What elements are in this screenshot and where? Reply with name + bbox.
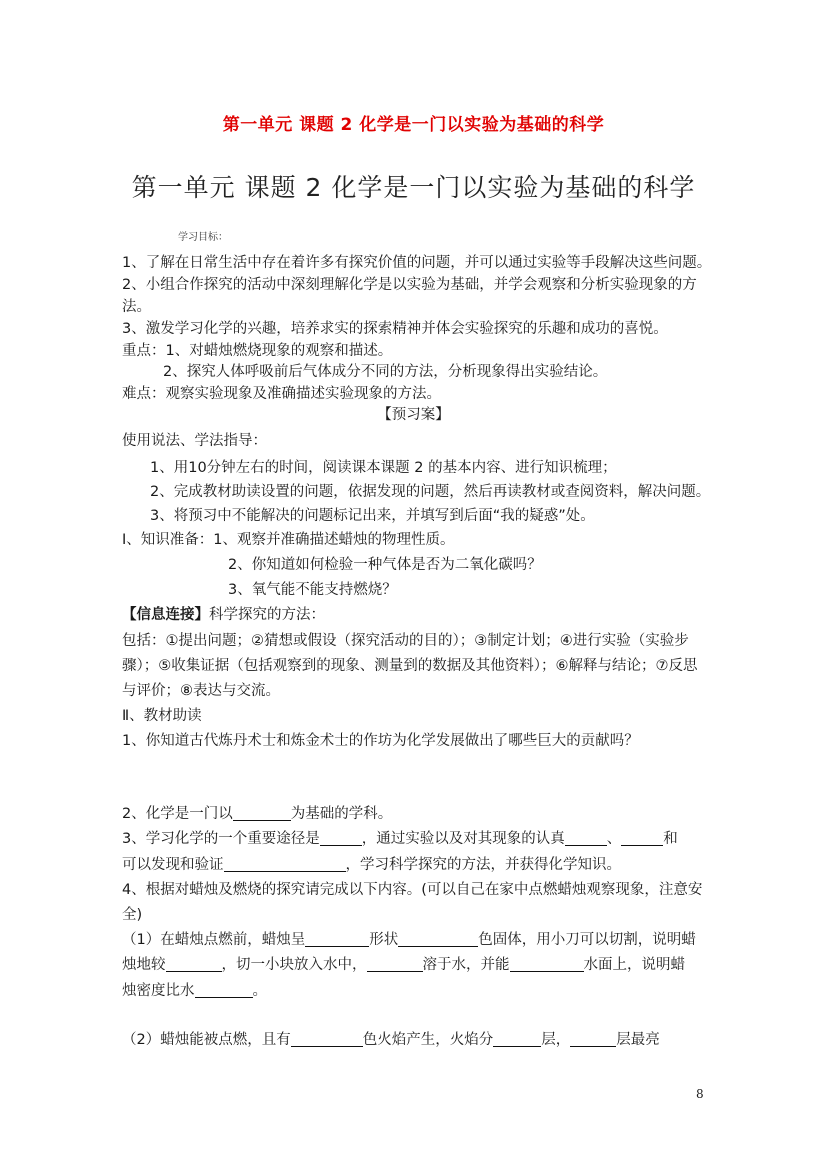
q41-text-h: 烛密度比水 (122, 983, 195, 999)
q41-blank-3[interactable] (166, 955, 222, 972)
key-point-1: 重点：1、对蜡烛燃烧现象的观察和描述。 (122, 343, 393, 359)
q3-text-a: 3、学习化学的一个重要途径是 (122, 831, 320, 847)
q3-blank-4[interactable] (224, 855, 346, 872)
question-4-1 (122, 930, 696, 950)
image-title: 第一单元 课题 2 化学是一门以实验为基础的科学 (131, 173, 696, 202)
preview-heading: 【预习案】 (377, 407, 450, 423)
red-title: 第一单元 课题 2 化学是一门以实验为基础的科学 (222, 115, 605, 135)
q3-text-c: 、 (606, 831, 622, 847)
q42-text-a: （2）蜡烛能被点燃，且有 (122, 1032, 291, 1048)
goal-3: 3、激发学习化学的兴趣，培养求实的探索精神并体会实验探究的乐趣和成功的喜悦。 (122, 321, 668, 337)
q3-blank-3[interactable] (621, 829, 663, 846)
methods-line-3: 与评价；⑧表达与交流。 (122, 683, 280, 699)
q41-text-a: （1）在蜡烛点燃前，蜡烛呈 (122, 932, 306, 948)
usage-item-2: 2、完成教材助读设置的问题，依据发现的问题，然后再读教材或查阅资料，解决问题。 (150, 484, 711, 500)
question-4: 4、根据对蜡烛及燃烧的探究请完成以下内容。(可以自己在家中点燃蜡烛观察现象，注意安 (122, 882, 703, 898)
q42-text-b: 色火焰产生，火焰分 (362, 1032, 494, 1048)
difficulty: 难点：观察实验现象及准确描述实验现象的方法。 (122, 386, 441, 402)
question-3-cont (122, 855, 621, 875)
q2-text-b: 为基础的学科。 (290, 806, 393, 822)
info-link-text: 科学探究的方法： (209, 607, 325, 623)
key-point-2: 2、探究人体呼吸前后气体成分不同的方法，分析现象得出实验结论。 (163, 364, 608, 380)
goal-1: 1、了解在日常生活中存在着许多有探究价值的问题，并可以通过实验等手段解决这些问题。 (122, 255, 712, 271)
question-3 (122, 829, 678, 849)
info-link-tag: 【信息连接】 (122, 607, 209, 623)
goal-2: 2、小组合作探究的活动中深刻理解化学是以实验为基础，并学会观察和分析实验现象的方 (122, 277, 697, 293)
q41-text-f: 溶于水，并能 (422, 957, 510, 973)
q41-text-i: 。 (252, 983, 267, 999)
q41-text-b: 形状 (369, 932, 399, 948)
q41-blank-1[interactable] (305, 930, 369, 947)
methods-line-2: 骤）；⑤收集证据（包括观察到的现象、测量到的数据及其他资料）；⑥解释与结论；⑦反思 (122, 658, 698, 674)
knowledge-prep: Ⅰ、知识准备：1、观察并准确描述蜡烛的物理性质。 (122, 532, 455, 548)
knowledge-prep-2: 2、你知道如何检验一种气体是否为二氧化碳吗？ (228, 557, 542, 573)
question-4-2 (122, 1030, 660, 1050)
question-4-1-line-2 (122, 955, 685, 975)
q3-text-d: 和 (663, 831, 678, 847)
usage-item-1: 1、用10分钟左右的时间，阅读课本课题 2 的基本内容、进行知识梳理； (150, 460, 617, 476)
q2-blank[interactable] (233, 804, 291, 821)
goal-2-cont: 法。 (122, 299, 151, 315)
q42-blank-2[interactable] (493, 1030, 541, 1047)
q42-blank-3[interactable] (570, 1030, 616, 1047)
q41-blank-2[interactable] (398, 930, 478, 947)
q41-text-c: 色固体，用小刀可以切割，说明蜡 (478, 932, 696, 948)
page-number: 8 (696, 1087, 704, 1101)
q41-blank-6[interactable] (195, 981, 253, 998)
q41-blank-5[interactable] (510, 955, 584, 972)
methods-line-1: 包括：①提出问题；②猜想或假设（探究活动的目的）；③制定计划；④进行实验（实验步 (122, 633, 689, 649)
q3-blank-1[interactable] (320, 829, 362, 846)
q3-blank-2[interactable] (565, 829, 607, 846)
q3-text-e: 可以发现和验证 (122, 857, 224, 873)
q2-text-a: 2、化学是一门以 (122, 806, 233, 822)
question-4-cont: 全) (122, 907, 143, 923)
question-4-1-line-3 (122, 981, 267, 1001)
q42-blank-1[interactable] (291, 1030, 363, 1047)
question-2 (122, 804, 392, 824)
info-link (122, 605, 325, 625)
q41-blank-4[interactable] (367, 955, 423, 972)
q41-text-g: 水面上，说明蜡 (583, 957, 685, 973)
learning-goals-label: 学习目标： (178, 232, 228, 243)
usage-item-3: 3、将预习中不能解决的问题标记出来，并填写到后面“我的疑惑”处。 (150, 508, 595, 524)
q42-text-c: 层， (541, 1032, 571, 1048)
q42-text-d: 层最亮 (616, 1032, 660, 1048)
usage-heading: 使用说法、学法指导： (122, 433, 267, 449)
question-1: 1、你知道古代炼丹术士和炼金术士的作坊为化学发展做出了哪些巨大的贡献吗？ (122, 733, 639, 749)
q3-text-b: ，通过实验以及对其现象的认真 (361, 831, 565, 847)
knowledge-prep-3: 3、氧气能不能支持燃烧？ (228, 582, 397, 598)
q41-text-d: 烛地较 (122, 957, 166, 973)
reading-heading: Ⅱ、教材助读 (122, 708, 202, 724)
q3-text-f: ，学习科学探究的方法，并获得化学知识。 (345, 857, 621, 873)
q41-text-e: ，切一小块放入水中， (221, 957, 367, 973)
